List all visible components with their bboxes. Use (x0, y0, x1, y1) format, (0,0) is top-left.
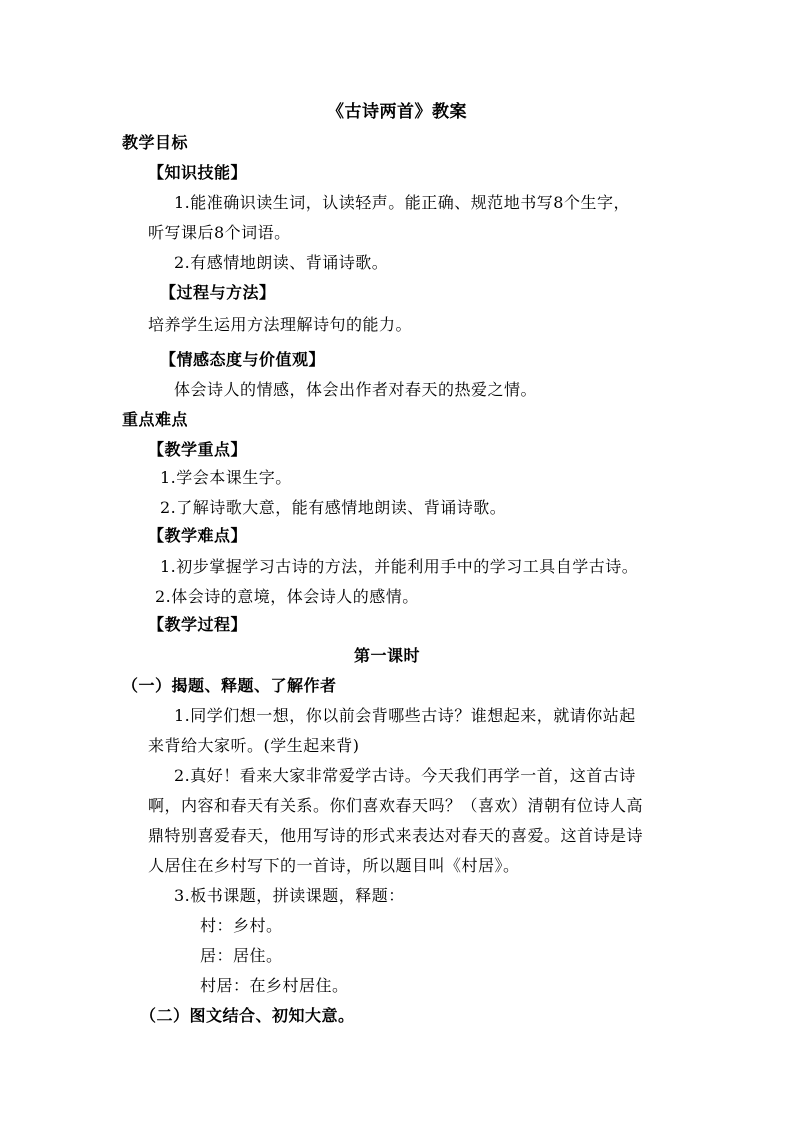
paragraph-line: 培养学生运用方法理解诗句的能力。 (148, 315, 413, 334)
document-title: 《古诗两首》教案 (327, 102, 467, 122)
paragraph-line: 听写课后8个词语。 (148, 223, 291, 242)
subheading-knowledge: 【知识技能】 (148, 163, 248, 182)
definition-line: 村：乡村。 (200, 916, 283, 935)
subheading-focus: 【教学重点】 (148, 440, 248, 459)
definition-line: 村居：在乡村居住。 (200, 976, 349, 995)
paragraph-line: 鼎特别喜爱春天，他用写诗的形式来表达对春天的喜爱。这首诗是诗 (148, 826, 644, 845)
paragraph-line: 人居住在乡村写下的一首诗，所以题目叫《村居》。 (148, 856, 520, 875)
definition-line: 居：居住。 (200, 946, 283, 965)
paragraph-line: 2.体会诗的意境，体会诗人的感情。 (155, 587, 419, 606)
section-heading-keypoints: 重点难点 (122, 410, 189, 429)
paragraph-line: 1.学会本课生字。 (160, 468, 292, 487)
lesson-heading: 第一课时 (354, 646, 421, 665)
paragraph-line: 体会诗人的情感，体会出作者对春天的热爱之情。 (174, 380, 538, 399)
paragraph-line: 1.能准确识读生词，认读轻声。能正确、规范地书写8个生字， (174, 193, 630, 212)
subheading-teaching-process: 【教学过程】 (148, 615, 248, 634)
subheading-process: 【过程与方法】 (160, 283, 276, 302)
paragraph-line: 2.了解诗歌大意，能有感情地朗读、背诵诗歌。 (160, 498, 507, 517)
paragraph-line: 1.同学们想一想，你以前会背哪些古诗？谁想起来，就请你站起 (174, 706, 636, 725)
paragraph-line: 来背给大家听。(学生起来背) (148, 736, 360, 755)
subheading-emotion: 【情感态度与价值观】 (160, 350, 326, 369)
paragraph-line: 1.初步掌握学习古诗的方法，并能利用手中的学习工具自学古诗。 (160, 557, 639, 576)
paragraph-line: 3.板书课题，拼读课题，释题： (174, 886, 405, 905)
part-heading-2: （二）图文结合、初知大意。 (140, 1006, 355, 1025)
paragraph-line: 啊，内容和春天有关系。你们喜欢春天吗？（喜欢）清朝有位诗人高 (148, 796, 644, 815)
paragraph-line: 2.有感情地朗读、背诵诗歌。 (174, 253, 389, 272)
paragraph-line: 2.真好！看来大家非常爱学古诗。今天我们再学一首，这首古诗 (174, 766, 636, 785)
part-heading-1: （一）揭题、释题、了解作者 (122, 676, 337, 695)
section-heading-goals: 教学目标 (122, 133, 189, 152)
subheading-difficulty: 【教学难点】 (148, 526, 248, 545)
